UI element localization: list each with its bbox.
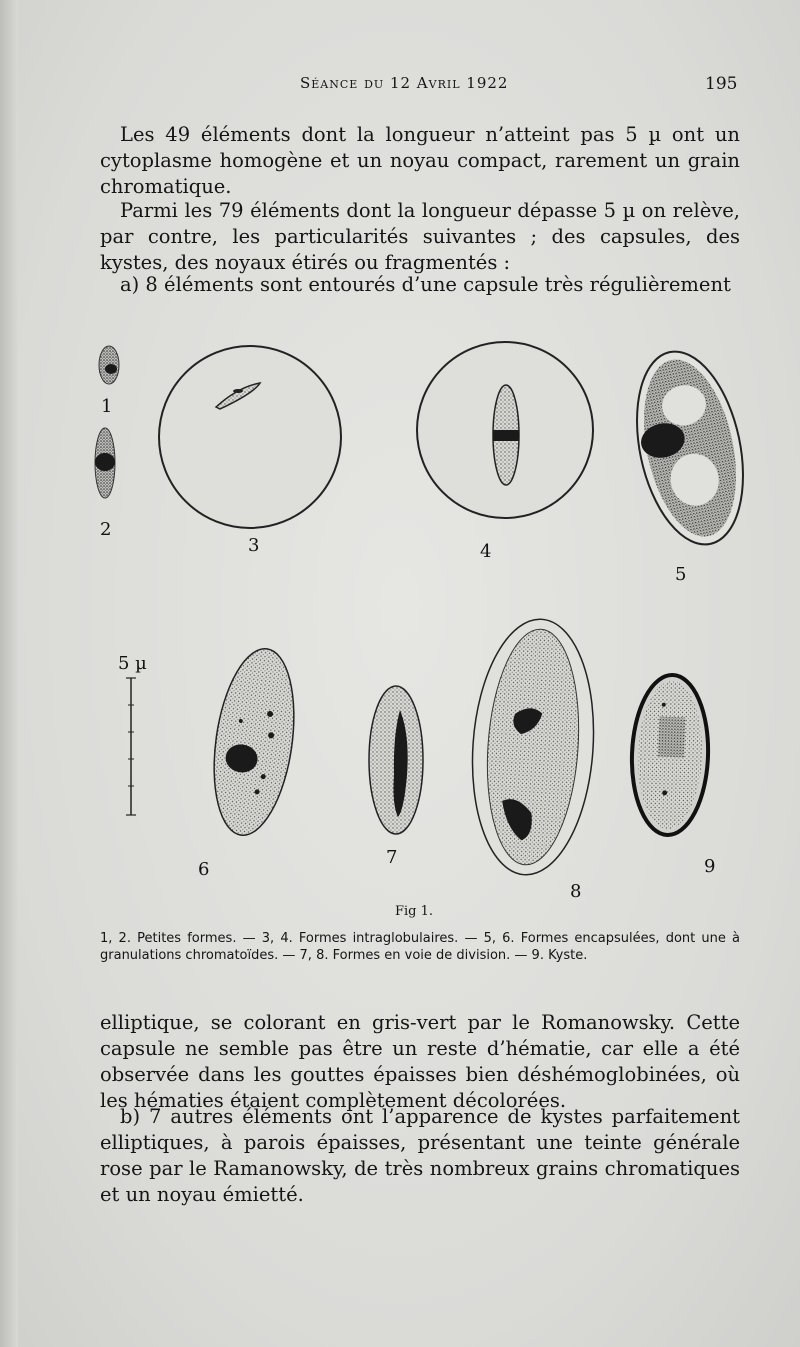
figure-label-3: 3 (248, 535, 260, 556)
scale-bar (126, 678, 136, 815)
paragraph-3: a) 8 éléments sont entourés d’une capsule très régulièrement (120, 273, 731, 296)
specimen-5 (621, 342, 758, 555)
figure-label-8: 8 (570, 881, 582, 902)
paragraph-5: b) 7 autres éléments ont l’apparence de kystes parfaitement elliptiques, à parois épaisses, présentant une teinte générale rose par le Ramanowsky, de très nombreux grains chromatiques et un noyau émietté. (100, 1105, 740, 1206)
figure-label-9: 9 (704, 856, 716, 877)
paragraph-2: Parmi les 79 éléments dont la longueur dépasse 5 µ on relève, par contre, les particularités suivantes ; des capsules, des kystes, des noyaux étirés ou fragmentés : (100, 199, 740, 274)
running-title: Séance du 12 Avril 1922 (300, 74, 509, 92)
figure-label-1: 1 (101, 396, 113, 417)
specimen-2 (95, 428, 115, 498)
figure-caption: 1, 2. Petites formes. — 3, 4. Formes intraglobulaires. — 5, 6. Formes encapsulées, dont une à granulations chromatoïdes. — 7, 8. Formes en voie de division. — 9. Kyste. (100, 931, 740, 963)
specimen-3 (159, 346, 341, 528)
specimen-9 (629, 674, 711, 837)
figure-plate (88, 335, 758, 915)
specimen-8 (464, 615, 602, 879)
figure-title: Fig 1. (395, 904, 434, 919)
page-number: 195 (705, 74, 738, 94)
figure-label-7: 7 (386, 847, 398, 868)
specimen-6 (203, 644, 304, 841)
specimen-4 (417, 342, 593, 518)
paragraph-1: Les 49 éléments dont la longueur n’atteint pas 5 µ ont un cytoplasme homogène et un noyau compact, rarement un grain chromatique. (100, 123, 740, 198)
figure-label-5: 5 (675, 564, 687, 585)
specimen-1 (99, 346, 119, 384)
figure-label-4: 4 (480, 541, 492, 562)
scale-label: 5 µ (118, 653, 147, 674)
figure-label-2: 2 (100, 519, 112, 540)
figure-label-6: 6 (198, 859, 210, 880)
book-spine-shadow (0, 0, 18, 1347)
paragraph-4: elliptique, se colorant en gris-vert par le Romanowsky. Cette capsule ne semble pas être un reste d’hématie, car elle a été observée dans les gouttes épaisses bien déshémoglobinées, où les hématies étaient complètement décolorées. (100, 1011, 740, 1112)
specimen-7 (369, 686, 423, 834)
